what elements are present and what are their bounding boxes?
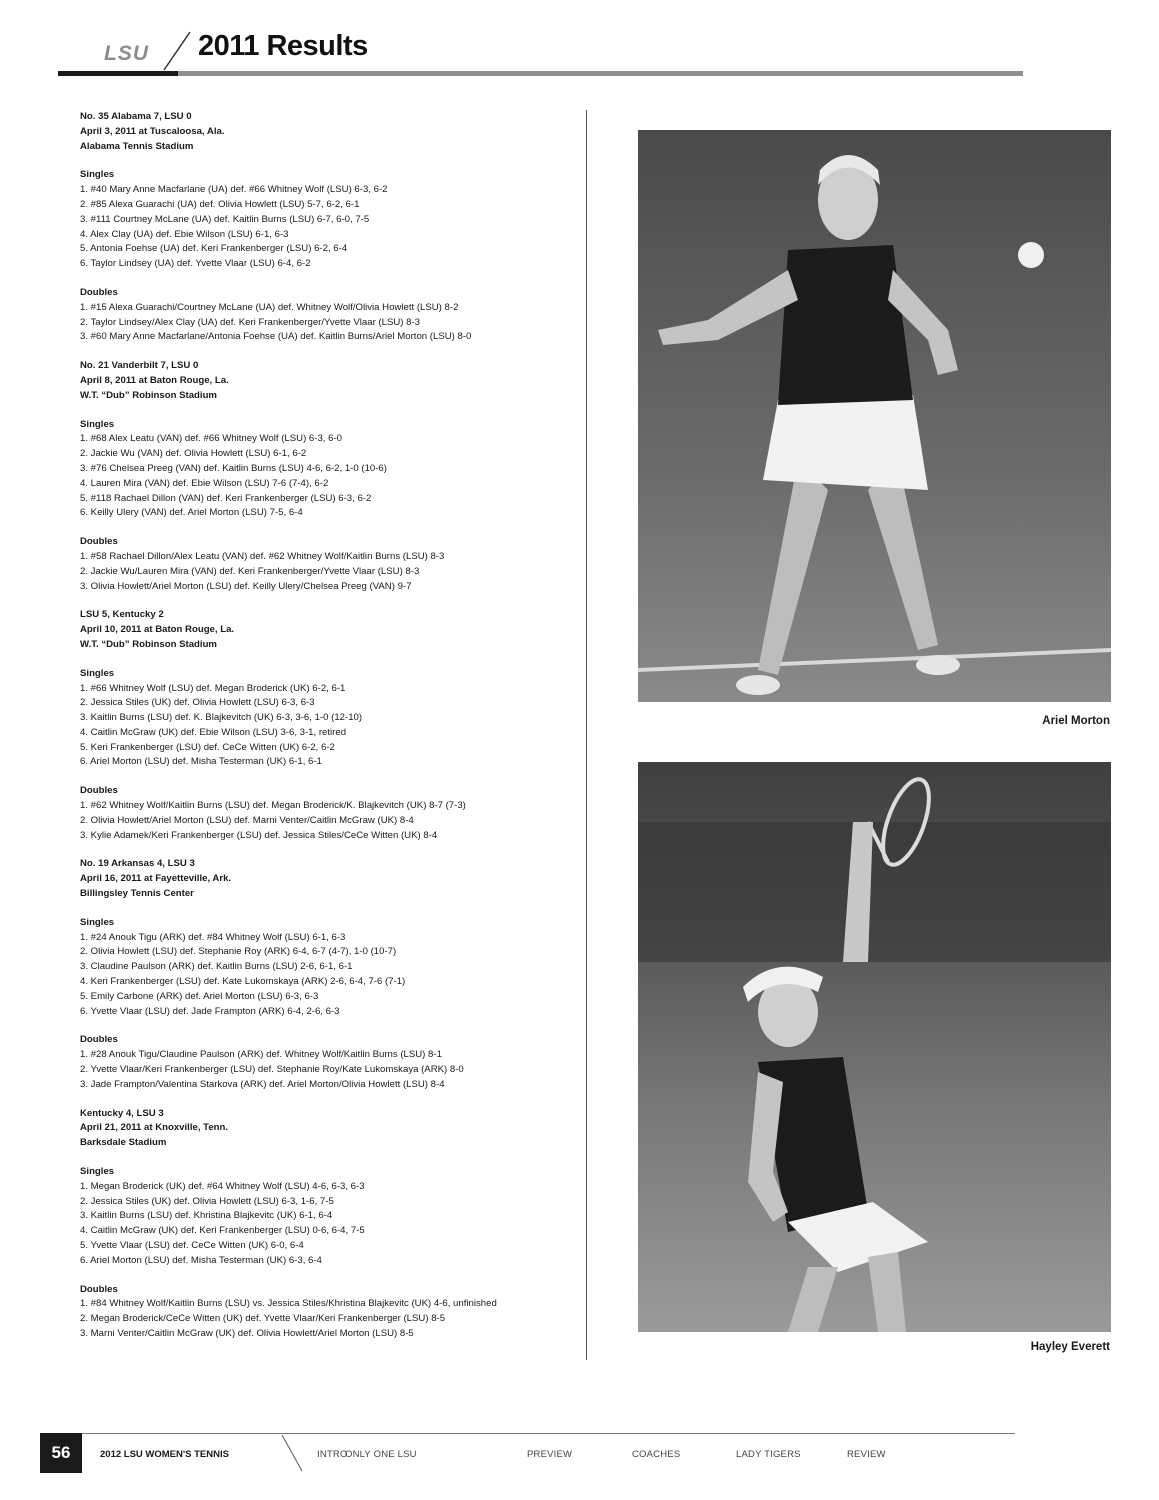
result-line: 5. #118 Rachael Dillon (VAN) def. Keri Frankenberger (LSU) 6-3, 6-2 bbox=[80, 492, 372, 504]
result-line: 1. #28 Anouk Tigu/Claudine Paulson (ARK) def. Whitney Wolf/Kaitlin Burns (LSU) 8-1 bbox=[80, 1049, 442, 1061]
result-line: 3. Marni Venter/Caitlin McGraw (UK) def. Olivia Howlett/Ariel Morton (LSU) 8-5 bbox=[80, 1327, 414, 1339]
result-line: 6. Ariel Morton (LSU) def. Misha Testerman (UK) 6-1, 6-1 bbox=[80, 756, 322, 768]
result-line: 1. #58 Rachael Dillon/Alex Leatu (VAN) def. #62 Whitney Wolf/Kaitlin Burns (LSU) 8-3 bbox=[80, 550, 445, 562]
nav-link-preview[interactable]: PREVIEW bbox=[527, 1449, 573, 1460]
result-line: 2. #85 Alexa Guarachi (UA) def. Olivia Howlett (LSU) 5-7, 6-2, 6-1 bbox=[80, 198, 360, 210]
result-line: 3. Claudine Paulson (ARK) def. Kaitlin Burns (LSU) 2-6, 6-1, 6-1 bbox=[80, 961, 353, 973]
result-line: 4. Lauren Mira (VAN) def. Ebie Wilson (LSU) 7-6 (7-4), 6-2 bbox=[80, 477, 329, 489]
result-line: 2. Olivia Howlett (LSU) def. Stephanie Roy (ARK) 6-4, 6-7 (4-7), 1-0 (10-7) bbox=[80, 946, 397, 958]
result-line: 1. #66 Whitney Wolf (LSU) def. Megan Broderick (UK) 6-2, 6-1 bbox=[80, 682, 346, 694]
header-rule-accent bbox=[58, 71, 178, 76]
result-line: 4. Caitlin McGraw (UK) def. Keri Frankenberger (LSU) 0-6, 6-4, 7-5 bbox=[80, 1225, 365, 1237]
page-number: 56 bbox=[40, 1433, 82, 1473]
section-title: Doubles bbox=[80, 286, 118, 298]
results-section bbox=[80, 1283, 580, 1342]
results-section bbox=[80, 784, 580, 843]
photo-caption-2: Hayley Everett bbox=[1030, 1341, 1110, 1353]
result-line: 3. #111 Courtney McLane (UA) def. Kaitlin Burns (LSU) 6-7, 6-0, 7-5 bbox=[80, 213, 370, 225]
match-block bbox=[80, 608, 580, 843]
result-line: 2. Jessica Stiles (UK) def. Olivia Howlett (LSU) 6-3, 1-6, 7-5 bbox=[80, 1195, 334, 1207]
result-line: 3. #76 Chelsea Preeg (VAN) def. Kaitlin Burns (LSU) 4-6, 6-2, 1-0 (10-6) bbox=[80, 462, 387, 474]
results-section bbox=[80, 168, 580, 272]
result-line: 5. Keri Frankenberger (LSU) def. CeCe Witten (UK) 6-2, 6-2 bbox=[80, 741, 335, 753]
nav-link-review[interactable]: REVIEW bbox=[847, 1449, 886, 1460]
header-rule bbox=[178, 71, 1023, 76]
result-line: 2. Jackie Wu/Lauren Mira (VAN) def. Keri Frankenberger/Yvette Vlaar (LSU) 8-3 bbox=[80, 565, 420, 577]
match-block bbox=[80, 359, 580, 594]
result-line: 6. Ariel Morton (LSU) def. Misha Testerman (UK) 6-3, 6-4 bbox=[80, 1254, 322, 1266]
photo-ariel-morton bbox=[638, 130, 1111, 702]
match-score: Kentucky 4, LSU 3 bbox=[80, 1107, 164, 1119]
result-line: 3. Kaitlin Burns (LSU) def. K. Blajkevitch (UK) 6-3, 3-6, 1-0 (12-10) bbox=[80, 712, 363, 724]
footer-slash bbox=[280, 1433, 304, 1473]
result-line: 1. #24 Anouk Tigu (ARK) def. #84 Whitney Wolf (LSU) 6-1, 6-3 bbox=[80, 931, 346, 943]
match-block bbox=[80, 1107, 580, 1342]
section-title: Doubles bbox=[80, 1034, 118, 1046]
results-section bbox=[80, 1033, 580, 1092]
section-title: Singles bbox=[80, 667, 115, 679]
result-line: 5. Yvette Vlaar (LSU) def. CeCe Witten (UK) 6-0, 6-4 bbox=[80, 1240, 304, 1251]
match-date: April 10, 2011 at Baton Rouge, La. bbox=[80, 624, 235, 636]
header-slash bbox=[158, 30, 198, 72]
section-title: Singles bbox=[80, 916, 115, 928]
photo-hayley-everett bbox=[638, 762, 1111, 1332]
results-section bbox=[80, 286, 580, 345]
section-title: Doubles bbox=[80, 1283, 118, 1295]
result-line: 4. Caitlin McGraw (UK) def. Ebie Wilson (LSU) 3-6, 3-1, retired bbox=[80, 726, 347, 738]
section-title: Singles bbox=[80, 418, 115, 430]
match-venue: W.T. “Dub” Robinson Stadium bbox=[80, 638, 217, 650]
lsu-logo: LSU bbox=[104, 42, 149, 65]
results-section bbox=[80, 916, 580, 1020]
match-date: April 3, 2011 at Tuscaloosa, Ala. bbox=[80, 125, 225, 137]
result-line: 2. Jackie Wu (VAN) def. Olivia Howlett (LSU) 6-1, 6-2 bbox=[80, 448, 307, 460]
photo-caption-1: Ariel Morton bbox=[1042, 715, 1110, 727]
result-line: 3. Kylie Adamek/Keri Frankenberger (LSU) def. Jessica Stiles/CeCe Witten (UK) 8-4 bbox=[80, 829, 438, 841]
result-line: 1. #68 Alex Leatu (VAN) def. #66 Whitney Wolf (LSU) 6-3, 6-0 bbox=[80, 433, 343, 445]
result-line: 1. #15 Alexa Guarachi/Courtney McLane (UA) def. Whitney Wolf/Olivia Howlett (LSU) 8-2 bbox=[80, 301, 459, 313]
result-line: 4. Alex Clay (UA) def. Ebie Wilson (LSU) 6-1, 6-3 bbox=[80, 228, 289, 240]
results-section bbox=[80, 667, 580, 771]
result-line: 2. Olivia Howlett/Ariel Morton (LSU) def. Marni Venter/Caitlin McGraw (UK) 8-4 bbox=[80, 814, 414, 826]
result-line: 6. Keilly Ulery (VAN) def. Ariel Morton (LSU) 7-5, 6-4 bbox=[80, 507, 303, 519]
nav-link-intro[interactable]: INTRO bbox=[317, 1449, 348, 1460]
match-score: No. 21 Vanderbilt 7, LSU 0 bbox=[80, 360, 199, 372]
section-title: Singles bbox=[80, 169, 115, 181]
result-line: 4. Keri Frankenberger (LSU) def. Kate Lukomskaya (ARK) 2-6, 6-4, 7-6 (7-1) bbox=[80, 976, 406, 988]
section-title: Doubles bbox=[80, 536, 118, 548]
match-score: LSU 5, Kentucky 2 bbox=[80, 609, 164, 621]
result-line: 3. Kaitlin Burns (LSU) def. Khristina Blajkevitc (UK) 6-1, 6-4 bbox=[80, 1210, 333, 1222]
result-line: 1. #40 Mary Anne Macfarlane (UA) def. #66 Whitney Wolf (LSU) 6-3, 6-2 bbox=[80, 184, 388, 196]
results-section bbox=[80, 1165, 580, 1269]
result-line: 2. Megan Broderick/CeCe Witten (UK) def. Yvette Vlaar/Keri Frankenberger (LSU) 8-5 bbox=[80, 1313, 446, 1325]
result-line: 2. Jessica Stiles (UK) def. Olivia Howlett (LSU) 6-3, 6-3 bbox=[80, 697, 315, 709]
match-block bbox=[80, 857, 580, 1092]
column-divider bbox=[586, 110, 587, 1360]
match-date: April 16, 2011 at Fayetteville, Ark. bbox=[80, 873, 232, 885]
results-column bbox=[80, 110, 580, 1356]
match-date: April 8, 2011 at Baton Rouge, La. bbox=[80, 374, 229, 386]
section-title: Doubles bbox=[80, 785, 118, 797]
page-title: 2011 Results bbox=[198, 30, 368, 62]
nav-link-lady-tigers[interactable]: LADY TIGERS bbox=[736, 1449, 801, 1460]
match-date: April 21, 2011 at Knoxville, Tenn. bbox=[80, 1122, 229, 1134]
match-venue: Billingsley Tennis Center bbox=[80, 888, 194, 900]
result-line: 5. Emily Carbone (ARK) def. Ariel Morton (LSU) 6-3, 6-3 bbox=[80, 990, 319, 1002]
match-block bbox=[80, 110, 580, 345]
result-line: 6. Taylor Lindsey (UA) def. Yvette Vlaar (LSU) 6-4, 6-2 bbox=[80, 258, 311, 270]
match-venue: Alabama Tennis Stadium bbox=[80, 140, 194, 152]
results-section bbox=[80, 418, 580, 522]
footer-rule bbox=[82, 1433, 1015, 1434]
result-line: 3. Olivia Howlett/Ariel Morton (LSU) def. Keilly Ulery/Chelsea Preeg (VAN) 9-7 bbox=[80, 580, 412, 592]
nav-link-only-one-lsu[interactable]: ONLY ONE LSU bbox=[345, 1449, 417, 1460]
result-line: 3. Jade Frampton/Valentina Starkova (ARK) def. Ariel Morton/Olivia Howlett (LSU) 8-4 bbox=[80, 1078, 445, 1090]
result-line: 3. #60 Mary Anne Macfarlane/Antonia Foehse (UA) def. Kaitlin Burns/Ariel Morton (LSU) 8-0 bbox=[80, 331, 472, 343]
result-line: 1. #84 Whitney Wolf/Kaitlin Burns (LSU) vs. Jessica Stiles/Khristina Blajkevitc (UK) 4-6, unfinished bbox=[80, 1298, 497, 1310]
result-line: 2. Taylor Lindsey/Alex Clay (UA) def. Keri Frankenberger/Yvette Vlaar (LSU) 8-3 bbox=[80, 316, 421, 328]
section-title: Singles bbox=[80, 1166, 115, 1178]
result-line: 1. Megan Broderick (UK) def. #64 Whitney Wolf (LSU) 4-6, 6-3, 6-3 bbox=[80, 1180, 365, 1192]
result-line: 6. Yvette Vlaar (LSU) def. Jade Frampton (ARK) 6-4, 2-6, 6-3 bbox=[80, 1005, 340, 1017]
publication-title: 2012 LSU WOMEN'S TENNIS bbox=[100, 1449, 229, 1460]
match-venue: Barksdale Stadium bbox=[80, 1137, 167, 1149]
result-line: 5. Antonia Foehse (UA) def. Keri Frankenberger (LSU) 6-2, 6-4 bbox=[80, 243, 348, 255]
nav-link-coaches[interactable]: COACHES bbox=[632, 1449, 681, 1460]
result-line: 1. #62 Whitney Wolf/Kaitlin Burns (LSU) def. Megan Broderick/K. Blajkevitch (UK) 8-7 (7-3) bbox=[80, 800, 466, 812]
match-score: No. 35 Alabama 7, LSU 0 bbox=[80, 111, 192, 122]
results-section bbox=[80, 535, 580, 594]
match-score: No. 19 Arkansas 4, LSU 3 bbox=[80, 858, 195, 870]
match-venue: W.T. “Dub” Robinson Stadium bbox=[80, 389, 217, 401]
result-line: 2. Yvette Vlaar/Keri Frankenberger (LSU) def. Stephanie Roy/Kate Lukomskaya (ARK) 8-0 bbox=[80, 1064, 464, 1076]
